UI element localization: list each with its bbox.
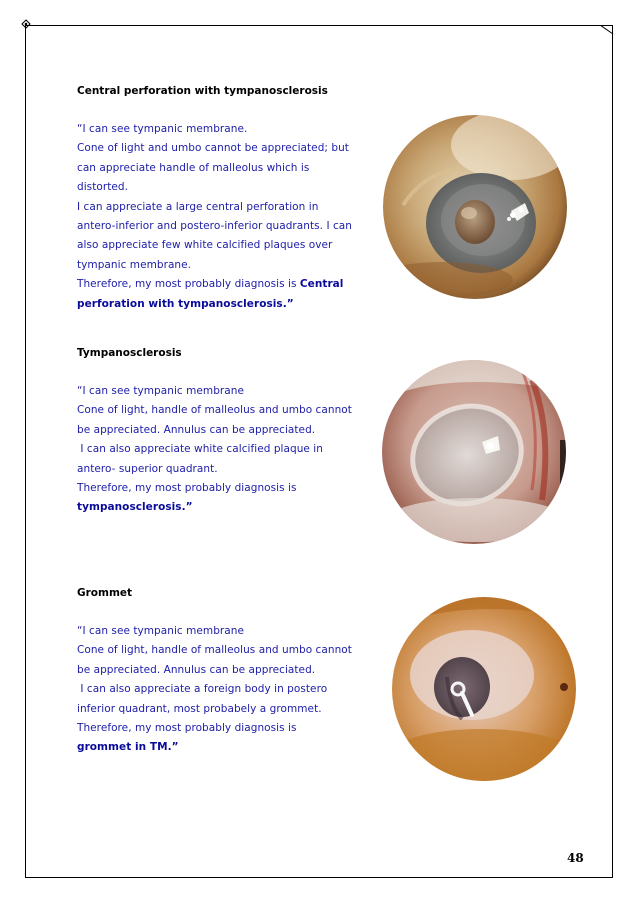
text-line: Therefore, my most probably diagnosis is xyxy=(77,482,297,495)
section-central-perforation xyxy=(77,84,367,314)
section-grommet xyxy=(77,586,367,758)
section-title: Grommet xyxy=(77,587,133,599)
text-line: “I can see tympanic membrane xyxy=(77,385,244,397)
text-line: I can also appreciate a foreign body in postero xyxy=(77,683,328,696)
text-line: also appreciate few white calcified plaques over xyxy=(77,239,333,252)
otoscopic-image-central-perforation xyxy=(383,115,567,299)
text-line: Cone of light and umbo cannot be appreciated; but xyxy=(77,142,349,155)
diagnosis-text: grommet in TM.” xyxy=(77,741,179,754)
section-title: Tympanosclerosis xyxy=(77,347,182,359)
text-line: Therefore, my most probably diagnosis is Central xyxy=(77,278,344,291)
otoscopic-image-tympanosclerosis xyxy=(382,360,566,544)
text-line: can appreciate handle of malleolus which is xyxy=(77,161,310,174)
text-line: “I can see tympanic membrane. xyxy=(77,123,248,135)
text-line: tympanic membrane. xyxy=(77,258,192,271)
text-line: distorted. xyxy=(77,181,128,194)
diagnosis-text: Central xyxy=(299,278,344,291)
corner-fold-icon xyxy=(600,25,614,35)
text-line xyxy=(77,738,367,757)
section-description xyxy=(77,622,367,758)
diagnosis-text: perforation with tympanosclerosis.” xyxy=(77,297,294,310)
text-line: I can appreciate a large central perforation in xyxy=(77,200,319,213)
diagnosis-text: tympanosclerosis.” xyxy=(77,501,193,514)
section-tympanosclerosis xyxy=(77,346,367,518)
text-line: Therefore, my most probably diagnosis is xyxy=(77,722,297,735)
page-number: 48 xyxy=(567,851,584,865)
text-line xyxy=(77,498,367,517)
text-line: Cone of light, handle of malleolus and umbo cannot xyxy=(77,404,352,417)
section-title: Central perforation with tympanosclerosis xyxy=(77,85,328,97)
section-description xyxy=(77,382,367,518)
text-line: be appreciated. Annulus can be appreciated. xyxy=(77,423,316,436)
text-line: “I can see tympanic membrane xyxy=(77,625,244,637)
text-line: antero-inferior and postero-inferior quadrants. I can xyxy=(77,220,352,233)
otoscopic-image-grommet xyxy=(392,597,576,781)
text-line: antero- superior quadrant. xyxy=(77,462,218,475)
text-line: I can also appreciate white calcified plaque in xyxy=(77,443,323,456)
text-line: inferior quadrant, most probabely a grommet. xyxy=(77,702,322,715)
text-line xyxy=(77,295,367,314)
text-line: Cone of light, handle of malleolus and umbo cannot xyxy=(77,644,352,657)
text-line: be appreciated. Annulus can be appreciated. xyxy=(77,663,316,676)
corner-ornament-icon xyxy=(21,19,31,29)
section-description xyxy=(77,120,367,314)
